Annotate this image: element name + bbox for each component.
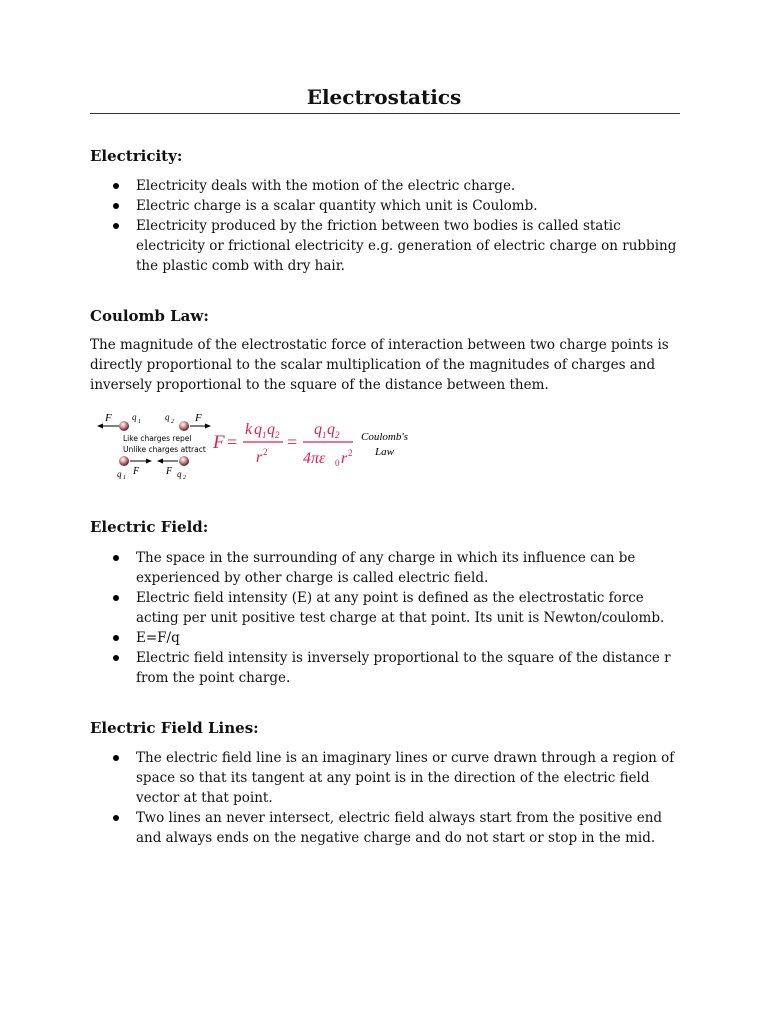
list-item-text: The electric field line is an imaginary lines or curve drawn through a region of space so that its tangent at any point is in the direction of the electric field vector at that point. (136, 750, 675, 806)
charge-ball (119, 456, 129, 466)
list-item-text: Two lines an never intersect, electric field always start from the positive end and always ends on the negative charge and do not start or stop in the mid. (136, 810, 663, 846)
charge-q2-sub-bottom: 2 (183, 475, 186, 481)
list-item-text: The space in the surrounding of any charge in which its influence can be experienced by other charge is called electric field. (136, 550, 636, 586)
list-item (90, 216, 690, 276)
formula-q1-sub: 1 (262, 430, 267, 440)
list-item (90, 748, 690, 808)
like-charges-label: Like charges repel (123, 434, 192, 443)
formula-q2b-sub: 2 (335, 430, 340, 440)
list-item-text: Electric charge is a scalar quantity which unit is Coulomb. (136, 198, 538, 214)
heading-electricity: Electricity: (90, 147, 183, 165)
bullet-icon (113, 223, 119, 229)
bullet-icon (113, 755, 119, 761)
list-item-text: Electricity deals with the motion of the electric charge. (136, 178, 516, 194)
formula-q1: q (254, 421, 262, 438)
charge-q1-sub-bottom: 1 (123, 475, 126, 481)
bullet-icon (113, 555, 119, 561)
unlike-charges-label: Unlike charges attract (123, 445, 206, 454)
formula-4-pi-epsilon: 4πε (303, 450, 326, 467)
formula-equals-1: = (227, 432, 238, 452)
coulombs-label-line1: Coulomb's (361, 431, 408, 443)
charge-q1-sub: 1 (138, 419, 141, 425)
formula-k: k (245, 421, 253, 438)
arrowhead-attract-right (146, 459, 152, 464)
list-item (90, 808, 690, 848)
formula-F: F (213, 432, 225, 453)
bullet-icon (113, 815, 119, 821)
force-label-attract-left: F (133, 466, 140, 477)
heading-coulomb-law: Coulomb Law: (90, 307, 209, 325)
force-label-right: F (195, 412, 202, 424)
page-title: Electrostatics (306, 85, 462, 109)
formula-r-2: r (341, 450, 348, 467)
charge-q2-label: q (165, 412, 170, 422)
charge-q2-sub: 2 (171, 419, 174, 425)
charge-q2-label-bottom: q (177, 469, 182, 479)
coulomb-formula (212, 421, 353, 468)
charge-q1-label: q (132, 412, 137, 422)
coulomb-law-figure (95, 405, 425, 481)
formula-eps-sub: 0 (335, 458, 340, 468)
list-electric-field (90, 548, 690, 688)
bullet-icon (113, 655, 119, 661)
heading-electric-field-lines: Electric Field Lines: (90, 719, 259, 737)
charge-ball (179, 421, 189, 431)
formula-equals-2: = (287, 432, 298, 452)
title-divider (90, 113, 680, 114)
list-item-text: Electric field intensity (E) at any point is defined as the electrostatic force acting per unit positive test charge at that point. Its unit is Newton/coulomb. (136, 590, 665, 626)
heading-electric-field: Electric Field: (90, 518, 209, 536)
list-item (90, 648, 690, 688)
list-electricity (90, 176, 690, 276)
formula-r-sq-2: 2 (348, 448, 353, 458)
formula-q2-sub: 2 (275, 430, 280, 440)
bullet-icon (113, 183, 119, 189)
list-item (90, 588, 690, 628)
list-item (90, 548, 690, 588)
formula-r-sq-1: 2 (263, 447, 268, 457)
formula-q1b: q (314, 421, 322, 438)
bullet-icon (113, 635, 119, 641)
list-electric-field-lines (90, 748, 690, 848)
list-item (90, 628, 690, 648)
coulomb-paragraph: The magnitude of the electrostatic force of interaction between two charge points is directly proportional to the scalar multiplication of the magnitudes of charges and inversely proportional to the square of the distance between them. (90, 337, 669, 393)
force-label-left: F (105, 412, 112, 424)
formula-q2: q (267, 421, 275, 438)
charge-ball (179, 456, 189, 466)
formula-r-1: r (256, 449, 263, 466)
arrowhead-left (97, 424, 103, 429)
list-item (90, 176, 690, 196)
bullet-icon (113, 595, 119, 601)
arrowhead-right (205, 424, 211, 429)
charge-q1-label-bottom: q (117, 469, 122, 479)
force-label-attract-right: F (166, 466, 173, 477)
formula-q2b: q (327, 421, 335, 438)
coulombs-label-line2: Law (375, 446, 394, 458)
list-item-text: E=F/q (136, 630, 180, 646)
bullet-icon (113, 203, 119, 209)
list-item-text: Electricity produced by the friction between two bodies is called static electricity or frictional electricity e.g. generation of electric charge on rubbing the plastic comb with dry hair. (136, 218, 677, 274)
charge-ball (119, 421, 129, 431)
list-item (90, 196, 690, 216)
list-item-text: Electric field intensity is inversely proportional to the square of the distance r from the point charge. (136, 650, 671, 686)
arrowhead-attract-left (157, 459, 163, 464)
formula-q1b-sub: 1 (322, 430, 327, 440)
